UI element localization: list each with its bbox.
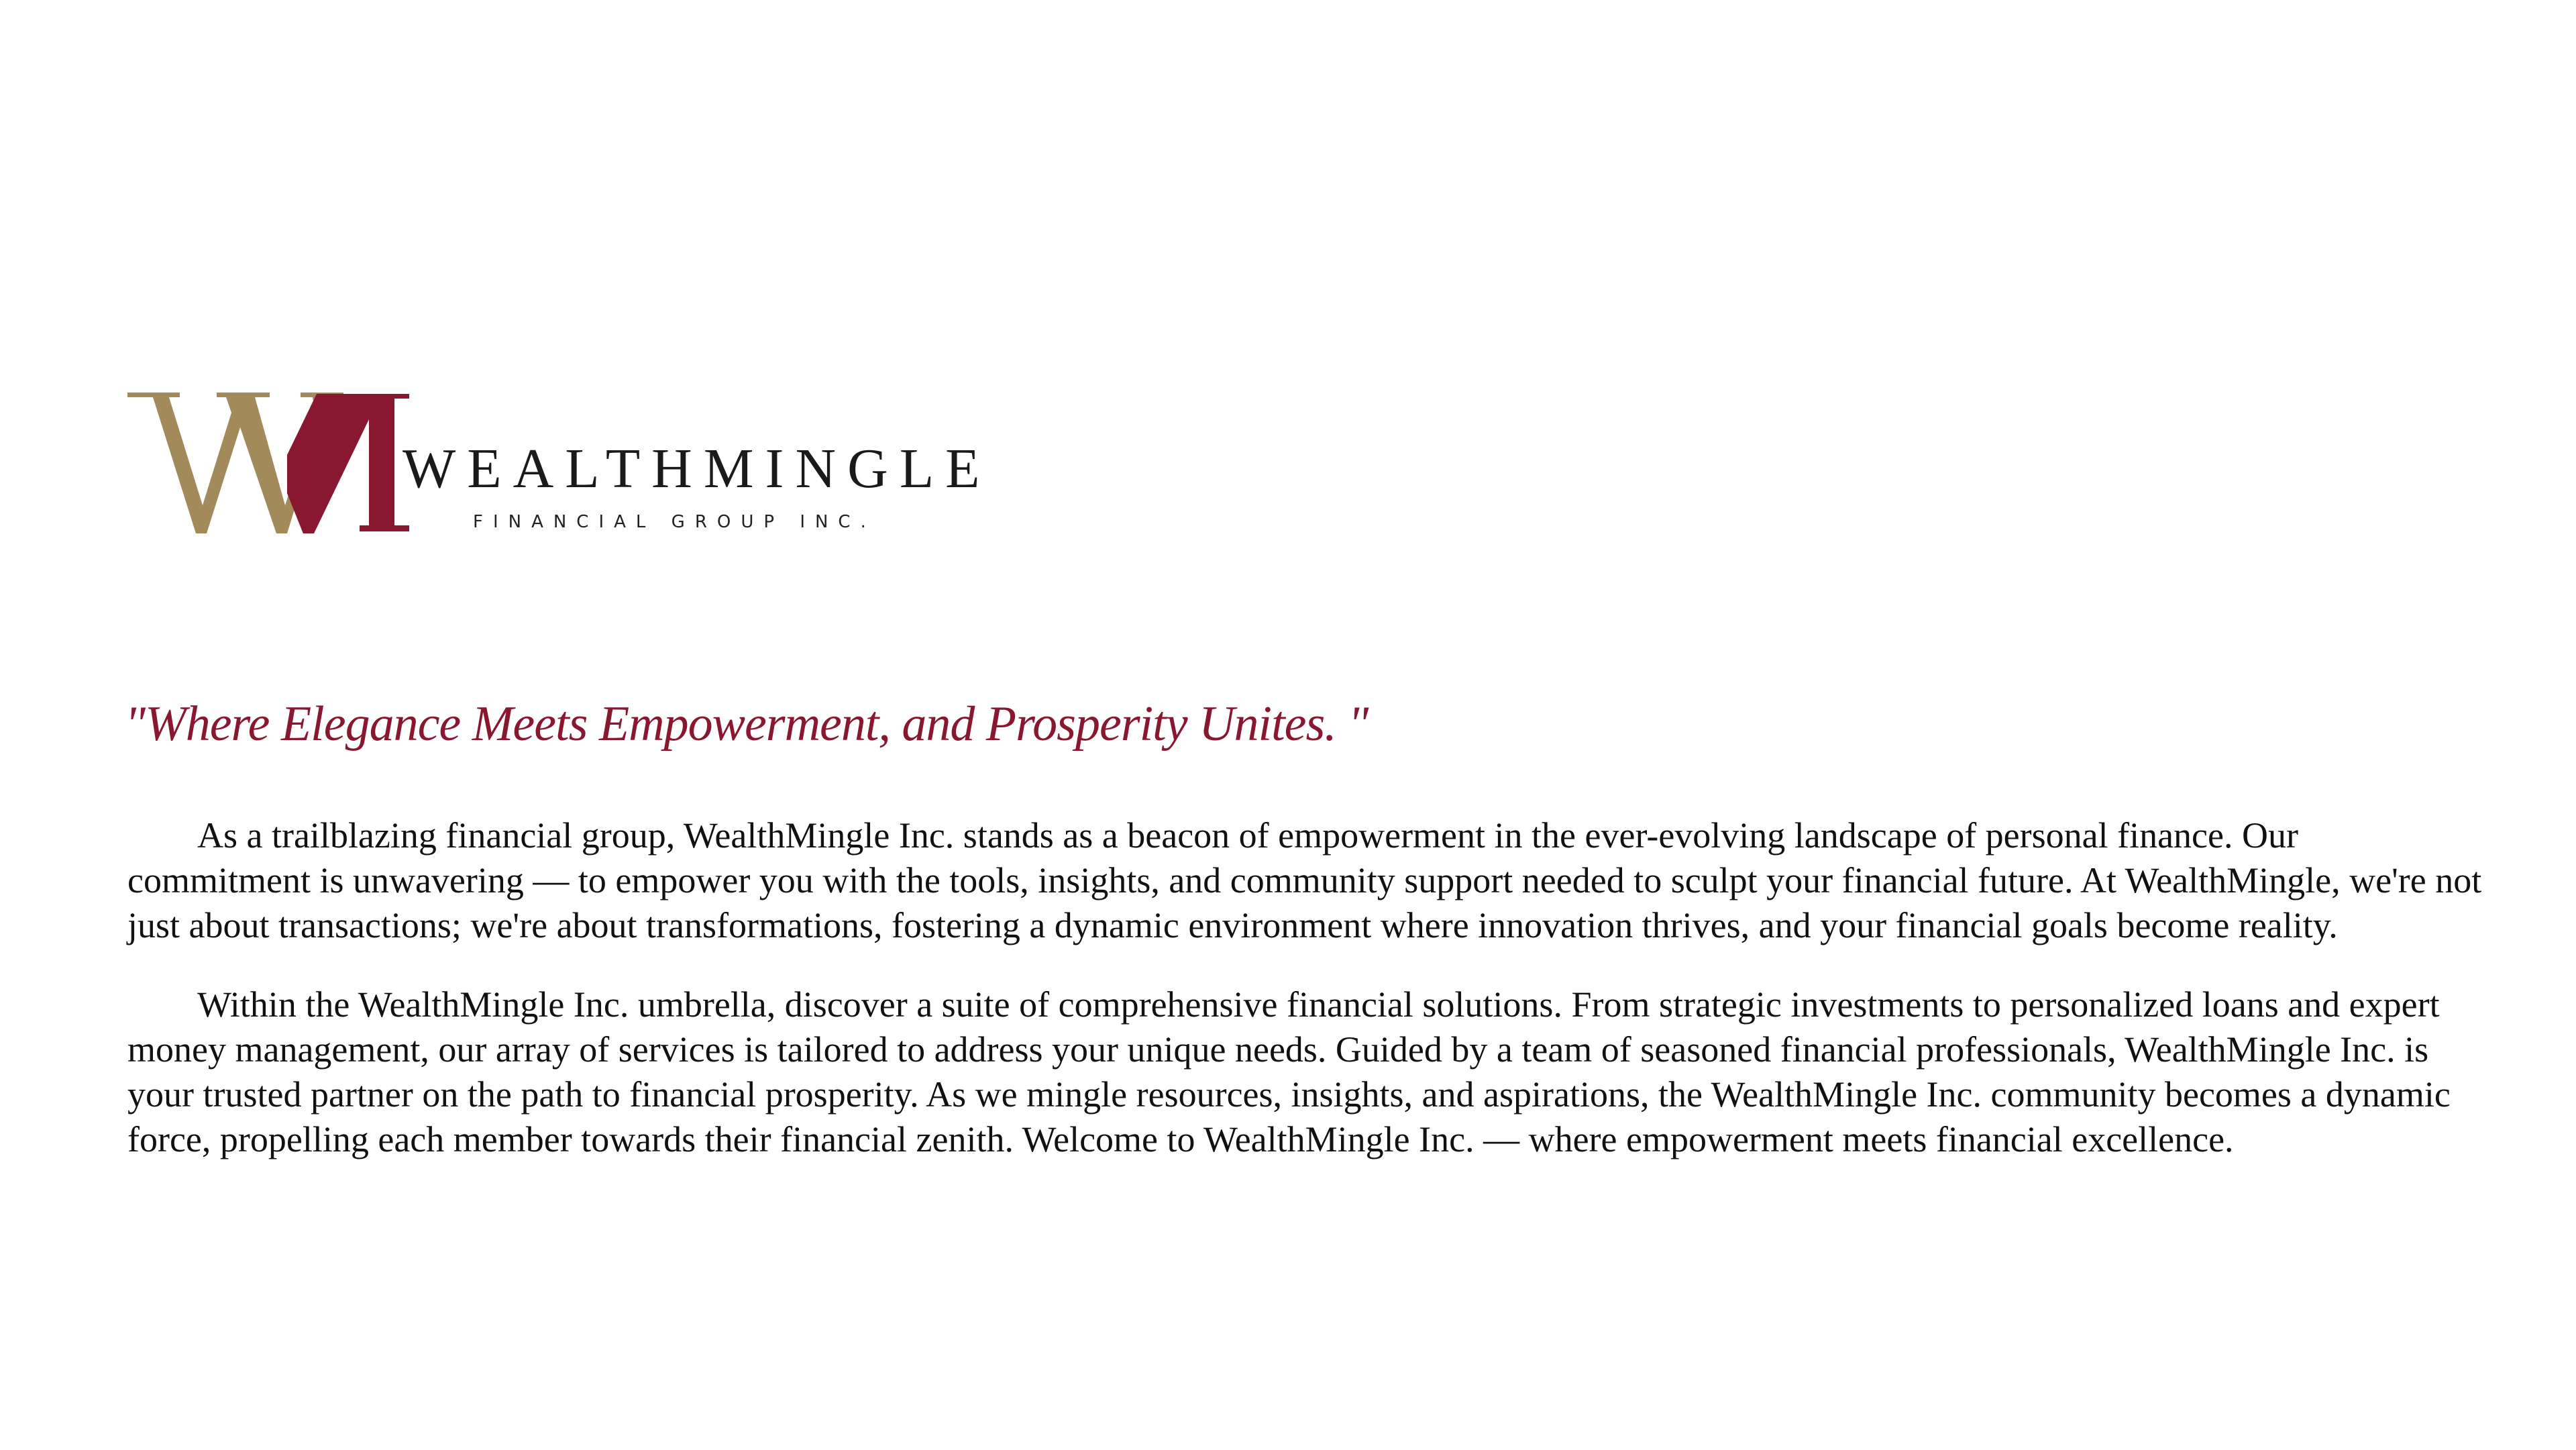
tagline: "Where Elegance Meets Empowerment, and Prosperity Unites. " xyxy=(125,696,1368,752)
brand-name: WEALTHMINGLE xyxy=(402,437,991,500)
paragraph-1: As a trailblazing financial group, WealthMingle Inc. stands as a beacon of empowerment in the ever-evolving landscape of personal finance. Our commitment is unwavering — to empower you with the tools, insights, and community support needed to sculpt your financial future. At WealthMingle, we're not just about transactions; we're about transformations, fostering a dynamic environment where innovation thrives, and your financial goals become reality. xyxy=(127,815,2482,945)
body-text xyxy=(127,813,2489,1196)
logo-wordmark xyxy=(402,437,991,532)
brand-subtitle: FINANCIAL GROUP INC. xyxy=(473,512,876,532)
paragraph-2: Within the WealthMingle Inc. umbrella, discover a suite of comprehensive financial solutions. From strategic investments to personalized loans and expert money management, our array of services is tailored to address your unique needs. Guided by a team of seasoned financial professionals, WealthMingle Inc. is your trusted partner on the path to financial prosperity. As we mingle resources, insights, and aspirations, the WealthMingle Inc. community becomes a dynamic force, propelling each member towards their financial zenith. Welcome to WealthMingle Inc. — where empowerment meets financial excellence. xyxy=(127,984,2451,1159)
wm-monogram-logo xyxy=(127,393,409,533)
brand-logo xyxy=(127,393,991,537)
